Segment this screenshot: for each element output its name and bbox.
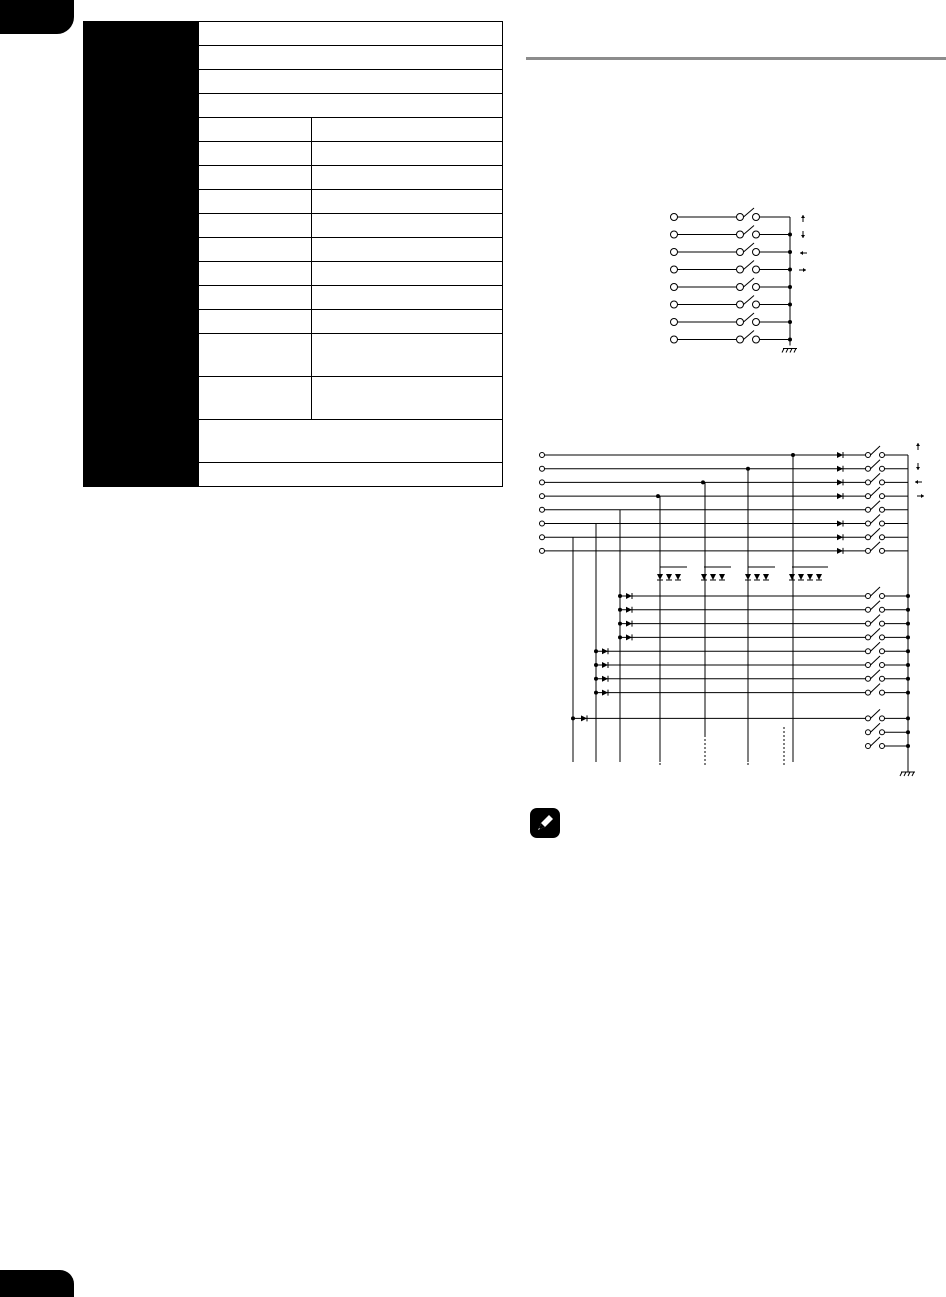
junction-dot [618,594,622,598]
terminal [753,214,760,221]
row-header [84,22,199,118]
table-cell [199,142,312,166]
terminal [866,649,871,654]
diode-body [837,466,843,472]
diode-body [602,676,608,682]
terminal [866,507,871,512]
switch-lever [871,528,881,537]
switch-circuit-diagram [660,205,835,370]
table-cell [312,214,503,238]
diode [602,676,608,682]
diode [807,574,813,580]
arrow-down-icon [916,463,920,470]
arrow-down-icon [801,231,805,238]
terminal [880,494,885,499]
switch-lever [871,670,881,679]
switch-lever [871,501,881,510]
row-header [84,118,199,420]
diode-body [837,479,843,485]
diode [837,548,843,554]
table-cell [199,286,312,310]
table-cell [199,214,312,238]
diode-body [602,690,608,696]
terminal [671,284,678,291]
table-row [84,22,503,46]
ground-hatch [782,349,784,353]
junction-dot [571,716,575,720]
terminal [540,548,545,553]
terminal [737,336,744,343]
terminal [753,231,760,238]
terminal [753,319,760,326]
table-cell [312,190,503,214]
diode [763,574,769,580]
terminal [866,663,871,668]
row-header [84,420,199,463]
terminal [753,301,760,308]
diode [710,574,716,580]
ground-hatch [794,349,796,353]
diode-body [657,574,663,580]
diode-body [626,607,632,613]
terminal [880,730,885,735]
terminal [866,730,871,735]
arrow-head [921,494,924,498]
table-cell [199,46,503,70]
diode [719,574,725,580]
junction-dot [906,691,910,695]
arrow-head [916,443,920,446]
switch-lever [871,737,881,746]
switch-lever [871,487,881,496]
junction-dot [618,608,622,612]
terminal [671,231,678,238]
junction-dot [656,494,660,498]
switch-lever [871,684,881,693]
junction-dot [618,635,622,639]
diode-body [837,493,843,499]
terminal [880,676,885,681]
terminal [866,535,871,540]
diode [789,574,795,580]
diode-body [719,574,725,580]
junction-dot [594,691,598,695]
arrow-head [915,480,918,484]
switch-lever [871,587,881,596]
diode-body [626,634,632,640]
junction-dot [594,649,598,653]
diode-body [837,521,843,527]
diode [626,593,632,599]
switch-lever [871,656,881,665]
diode [602,690,608,696]
terminal [866,676,871,681]
junction-dot [906,730,910,734]
terminal [753,266,760,273]
diode [675,574,681,580]
diode [602,648,608,654]
ground-symbol [900,772,915,776]
terminal [880,607,885,612]
terminal [880,649,885,654]
terminal [880,535,885,540]
table-cell [312,142,503,166]
diode-body [789,574,795,580]
table-cell [312,118,503,142]
terminal [866,607,871,612]
diode [626,634,632,640]
arrow-right-icon [799,268,806,272]
table-row [84,420,503,463]
terminal [880,480,885,485]
terminal [880,690,885,695]
ground-hatch [904,772,906,776]
junction-dot [906,677,910,681]
diode [837,493,843,499]
terminal [671,249,678,256]
ground-symbol [782,349,797,353]
switch-lever [871,473,881,482]
terminal [866,548,871,553]
diode-body [837,534,843,540]
terminal [753,336,760,343]
junction-dot [906,663,910,667]
terminal [671,214,678,221]
terminal [866,594,871,599]
diode-body [701,574,707,580]
diode [626,621,632,627]
terminal [540,507,545,512]
arrow-left-icon [800,251,807,255]
terminal [737,249,744,256]
junction-dot [906,716,910,720]
terminal [866,690,871,695]
terminal [866,744,871,749]
switch-lever [871,601,881,610]
table-cell [199,238,312,262]
pencil-note-icon [530,808,560,838]
switch-lever [871,723,881,732]
table-cell [199,190,312,214]
ground-hatch [908,772,910,776]
terminal [737,214,744,221]
terminal [540,494,545,499]
diode-body [754,574,760,580]
terminal [866,480,871,485]
section-divider [526,57,946,60]
terminal [540,453,545,458]
arrow-head [800,251,803,255]
terminal [540,466,545,471]
arrow-head [803,268,806,272]
terminal [880,466,885,471]
diode-body [837,452,843,458]
switch-lever [871,709,881,718]
table-cell [199,262,312,286]
table-cell [312,238,503,262]
terminal [671,301,678,308]
junction-dot [906,622,910,626]
switch-lever [871,542,881,551]
junction-dot [594,663,598,667]
diode-body [666,574,672,580]
diode [745,574,751,580]
diode [626,607,632,613]
terminal [880,548,885,553]
arrow-head [801,215,805,218]
diode [666,574,672,580]
diode [602,662,608,668]
terminal [880,453,885,458]
row-header [84,463,199,487]
junction-dot [906,608,910,612]
table-cell [199,334,312,377]
ground-hatch [900,772,902,776]
arrow-right-icon [917,494,924,498]
diode-body [763,574,769,580]
terminal [866,621,871,626]
diode [837,466,843,472]
diode-body [745,574,751,580]
terminal [866,466,871,471]
table-cell [199,310,312,334]
switch-lever [871,446,881,455]
junction-dot [906,594,910,598]
terminal [880,663,885,668]
terminal [540,480,545,485]
junction-dot [701,480,705,484]
terminal [540,535,545,540]
table-cell [199,420,503,463]
ground-hatch [786,349,788,353]
diode-body [602,648,608,654]
table-cell [199,94,503,118]
terminal [737,231,744,238]
table-cell [312,262,503,286]
terminal [671,266,678,273]
terminal [880,521,885,526]
table-cell [199,377,312,420]
diode-body [816,574,822,580]
note-icon [530,808,560,838]
terminal [540,521,545,526]
diode-matrix-circuit-diagram [536,442,936,782]
diode-body [626,621,632,627]
terminal [737,266,744,273]
table-cell [312,334,503,377]
diode-body [602,662,608,668]
arrow-up-icon [801,215,805,222]
terminal [880,635,885,640]
diode [754,574,760,580]
spec-table [83,21,503,487]
junction-dot [906,649,910,653]
table-cell [199,463,503,487]
junction-dot [618,622,622,626]
terminal [880,744,885,749]
terminal [880,621,885,626]
diode-body [798,574,804,580]
terminal [866,453,871,458]
diode-body [837,548,843,554]
table-row [84,118,503,142]
table-cell [312,377,503,420]
terminal [671,319,678,326]
diode [816,574,822,580]
arrow-head [916,467,920,470]
diode [837,521,843,527]
table-cell [312,310,503,334]
switch-lever [871,628,881,637]
diode-body [710,574,716,580]
diode [837,534,843,540]
diode [701,574,707,580]
table-cell [199,22,503,46]
page-number-tab [0,1270,74,1297]
switch-lever [871,615,881,624]
terminal [753,249,760,256]
terminal [671,336,678,343]
table-cell [199,118,312,142]
terminal [866,635,871,640]
arrow-left-icon [915,480,922,484]
terminal [737,319,744,326]
arrow-head [801,235,805,238]
junction-dot [594,677,598,681]
table-cell [199,70,503,94]
terminal [880,716,885,721]
terminal [880,507,885,512]
table-cell [199,166,312,190]
diode-body [807,574,813,580]
ground-hatch [912,772,914,776]
terminal [753,284,760,291]
diode [581,715,587,721]
junction-dot [906,635,910,639]
terminal [880,594,885,599]
arrow-up-icon [916,443,920,450]
switch-lever [871,460,881,469]
switch-lever [871,515,881,524]
terminal [866,716,871,721]
terminal [866,494,871,499]
diode [837,452,843,458]
diode [798,574,804,580]
ground-hatch [790,349,792,353]
switch-lever [871,642,881,651]
page-tab-top [0,0,74,34]
table-cell [312,286,503,310]
junction-dot [906,744,910,748]
diode [837,479,843,485]
diode-body [675,574,681,580]
diode-body [626,593,632,599]
table-row [84,463,503,487]
terminal [737,301,744,308]
diode [657,574,663,580]
terminal [866,521,871,526]
terminal [737,284,744,291]
diode-body [581,715,587,721]
table-cell [312,166,503,190]
